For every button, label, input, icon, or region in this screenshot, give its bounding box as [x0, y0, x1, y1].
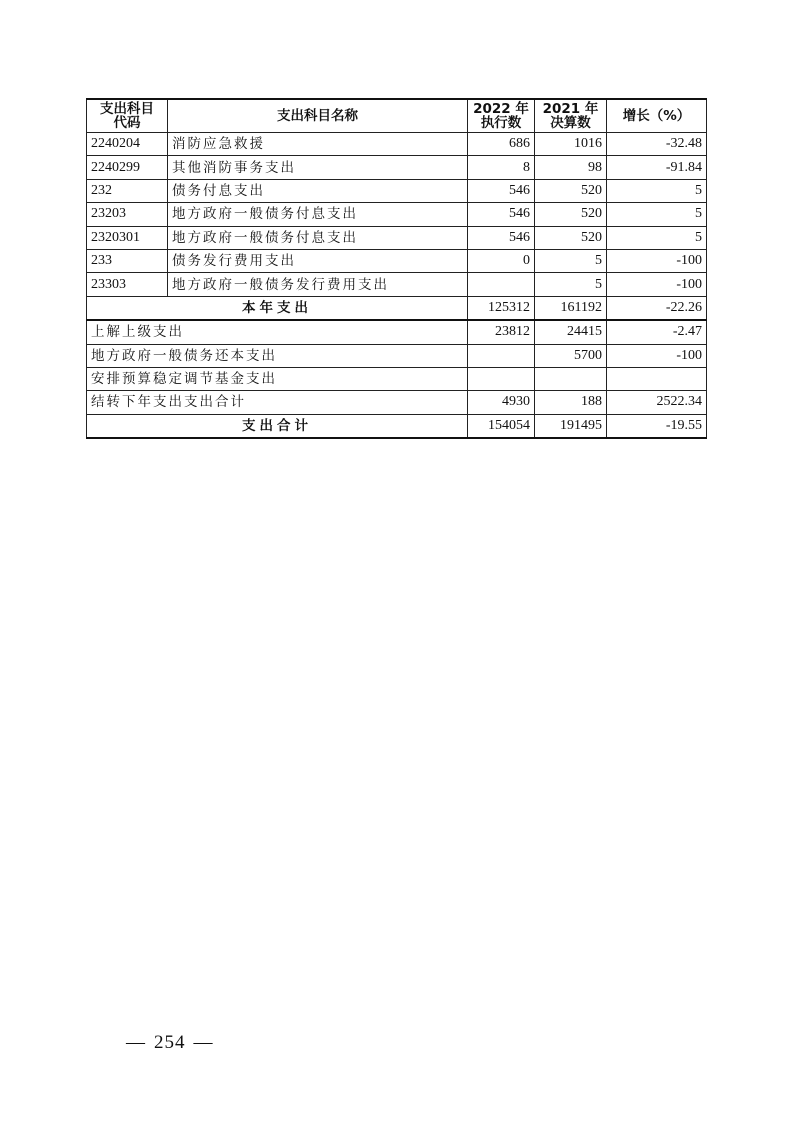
row-growth: -100	[607, 344, 707, 367]
row-name: 地方政府一般债务还本支出	[87, 344, 468, 367]
row-name: 地方政府一般债务付息支出	[168, 203, 468, 226]
table-row	[87, 156, 707, 179]
table-row	[87, 273, 707, 296]
row-name: 上解上级支出	[87, 320, 468, 344]
table-row	[87, 344, 707, 367]
table-row	[87, 179, 707, 202]
row-2021: 5	[535, 249, 607, 272]
table-row	[87, 367, 707, 390]
row-name: 其他消防事务支出	[168, 156, 468, 179]
row-code: 2240299	[87, 156, 168, 179]
row-2022: 8	[468, 156, 535, 179]
row-growth: -32.48	[607, 133, 707, 156]
total-label: 支出合计	[87, 414, 468, 438]
row-code: 2320301	[87, 226, 168, 249]
total-growth: -19.55	[607, 414, 707, 438]
row-code: 2240204	[87, 133, 168, 156]
table-row	[87, 320, 707, 344]
row-2021: 5	[535, 273, 607, 296]
row-2022: 23812	[468, 320, 535, 344]
row-2021: 1016	[535, 133, 607, 156]
subtotal-row	[87, 296, 707, 320]
row-2021: 188	[535, 391, 607, 414]
footer-dash-left: —	[126, 1032, 146, 1053]
row-2022: 686	[468, 133, 535, 156]
header-code	[87, 99, 168, 133]
row-name: 债务发行费用支出	[168, 249, 468, 272]
table-row	[87, 249, 707, 272]
row-code: 232	[87, 179, 168, 202]
row-name: 债务付息支出	[168, 179, 468, 202]
table-row	[87, 203, 707, 226]
subtotal-2021: 161192	[535, 296, 607, 320]
row-2022: 4930	[468, 391, 535, 414]
row-2022: 546	[468, 203, 535, 226]
header-code-line1: 支出科目	[100, 101, 154, 117]
row-2021: 520	[535, 179, 607, 202]
header-2021-line2: 决算数	[550, 115, 591, 131]
header-2022-line1: 2022 年	[473, 101, 529, 117]
table-row	[87, 133, 707, 156]
header-name: 支出科目名称	[168, 99, 468, 133]
row-growth: 5	[607, 226, 707, 249]
row-2021: 24415	[535, 320, 607, 344]
total-row	[87, 414, 707, 438]
row-growth: -100	[607, 273, 707, 296]
row-growth	[607, 367, 707, 390]
row-2022	[468, 367, 535, 390]
row-name: 地方政府一般债务发行费用支出	[168, 273, 468, 296]
row-code: 23203	[87, 203, 168, 226]
row-growth: 5	[607, 179, 707, 202]
row-2021: 5700	[535, 344, 607, 367]
row-growth: -91.84	[607, 156, 707, 179]
table-row	[87, 226, 707, 249]
page-number: 254	[154, 1032, 186, 1053]
row-2022	[468, 273, 535, 296]
row-2022: 0	[468, 249, 535, 272]
subtotal-label: 本年支出	[87, 296, 468, 320]
row-growth: -2.47	[607, 320, 707, 344]
header-2022-line2: 执行数	[480, 115, 522, 131]
header-2021-line1: 2021 年	[542, 101, 599, 117]
subtotal-growth: -22.26	[607, 296, 707, 320]
row-growth: 5	[607, 203, 707, 226]
row-growth: 2522.34	[607, 391, 707, 414]
subtotal-2022: 125312	[468, 296, 535, 320]
row-2021	[535, 367, 607, 390]
row-name: 结转下年支出支出合计	[87, 391, 468, 414]
header-growth: 增长（%）	[607, 99, 707, 133]
row-2021: 520	[535, 226, 607, 249]
total-2022: 154054	[468, 414, 535, 438]
row-2021: 520	[535, 203, 607, 226]
row-code: 233	[87, 249, 168, 272]
row-2022: 546	[468, 179, 535, 202]
expenditure-table	[86, 98, 707, 439]
table-header-row	[87, 99, 707, 133]
row-name: 地方政府一般债务付息支出	[168, 226, 468, 249]
row-2022	[468, 344, 535, 367]
header-2021	[535, 99, 607, 133]
row-name: 安排预算稳定调节基金支出	[87, 367, 468, 390]
total-2021: 191495	[535, 414, 607, 438]
row-code: 23303	[87, 273, 168, 296]
table-row	[87, 391, 707, 414]
page-footer	[118, 1032, 222, 1054]
footer-dash-right: —	[193, 1032, 214, 1053]
header-2022	[468, 99, 535, 133]
row-growth: -100	[607, 249, 707, 272]
row-2022: 546	[468, 226, 535, 249]
row-2021: 98	[535, 156, 607, 179]
header-code-line2: 代码	[113, 115, 141, 131]
row-name: 消防应急救援	[168, 133, 468, 156]
